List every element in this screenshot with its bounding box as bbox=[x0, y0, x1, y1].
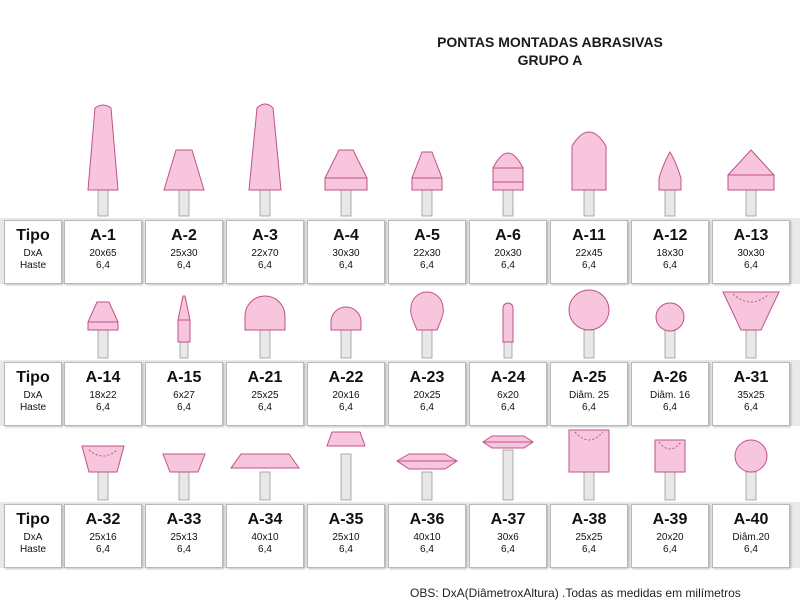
tool-a-33-icon bbox=[163, 454, 205, 500]
product-code: A-1 bbox=[90, 227, 116, 244]
product-cell bbox=[631, 504, 709, 568]
product-dimension: 30x6 bbox=[497, 532, 519, 543]
product-shank: 6,4 bbox=[177, 544, 191, 555]
product-dimension: 25x25 bbox=[575, 532, 603, 543]
haste-label: Haste bbox=[19, 402, 47, 413]
product-cell bbox=[550, 504, 628, 568]
product-shank: 6,4 bbox=[339, 544, 353, 555]
product-code: A-26 bbox=[652, 369, 688, 386]
product-shank: 6,4 bbox=[582, 260, 596, 271]
product-shank: 6,4 bbox=[420, 544, 434, 555]
product-code: A-4 bbox=[333, 227, 359, 244]
product-shank: 6,4 bbox=[258, 544, 272, 555]
product-code: A-13 bbox=[733, 227, 769, 244]
product-shank: 6,4 bbox=[663, 402, 677, 413]
product-code: A-38 bbox=[571, 511, 607, 528]
product-code: A-40 bbox=[733, 511, 769, 528]
product-shank: 6,4 bbox=[582, 402, 596, 413]
product-code: A-23 bbox=[409, 369, 445, 386]
page-title: PONTAS MONTADAS ABRASIVAS bbox=[437, 34, 663, 50]
product-shank: 6,4 bbox=[420, 260, 434, 271]
product-dimension: 22x45 bbox=[575, 248, 603, 259]
product-code: A-22 bbox=[328, 369, 364, 386]
product-dimension: 20x30 bbox=[494, 248, 522, 259]
product-dimension: 30x30 bbox=[737, 248, 765, 259]
product-code: A-34 bbox=[247, 511, 283, 528]
product-dimension: 25x25 bbox=[251, 390, 279, 401]
product-code: A-35 bbox=[328, 511, 364, 528]
product-shank: 6,4 bbox=[501, 260, 515, 271]
product-dimension: 35x25 bbox=[737, 390, 765, 401]
page-subtitle: GRUPO A bbox=[517, 52, 583, 68]
product-dimension: 22x70 bbox=[251, 248, 279, 259]
product-dimension: 40x10 bbox=[251, 532, 279, 543]
tool-a-39-icon bbox=[655, 440, 685, 500]
product-code: A-2 bbox=[171, 227, 197, 244]
product-dimension: 22x30 bbox=[413, 248, 441, 259]
tool-a-36-icon bbox=[397, 454, 457, 500]
dxa-label: DxA bbox=[23, 390, 43, 401]
product-shank: 6,4 bbox=[744, 544, 758, 555]
product-dimension: Diâm. 16 bbox=[649, 390, 690, 401]
tool-a-40-icon bbox=[735, 440, 767, 500]
haste-label: Haste bbox=[19, 260, 47, 271]
product-dimension: 20x65 bbox=[89, 248, 117, 259]
product-dimension: 20x20 bbox=[656, 532, 684, 543]
tipo-label: Tipo bbox=[16, 369, 50, 386]
product-code: A-36 bbox=[409, 511, 445, 528]
product-code: A-37 bbox=[490, 511, 526, 528]
product-cell bbox=[226, 504, 304, 568]
product-shank: 6,4 bbox=[339, 260, 353, 271]
product-shank: 6,4 bbox=[258, 402, 272, 413]
product-code: A-5 bbox=[414, 227, 440, 244]
tool-a-34-icon bbox=[231, 454, 299, 500]
product-shank: 6,4 bbox=[339, 402, 353, 413]
tool-a-37-icon bbox=[483, 436, 533, 500]
product-dimension: 30x30 bbox=[332, 248, 360, 259]
product-dimension: Diâm.20 bbox=[732, 532, 770, 543]
product-dimension: 6x20 bbox=[497, 390, 519, 401]
product-code: A-6 bbox=[495, 227, 521, 244]
product-dimension: 25x16 bbox=[89, 532, 117, 543]
product-cell bbox=[712, 504, 790, 568]
product-code: A-24 bbox=[490, 369, 526, 386]
product-cell bbox=[388, 504, 466, 568]
product-code: A-11 bbox=[572, 227, 606, 244]
product-cell bbox=[145, 504, 223, 568]
product-code: A-14 bbox=[85, 369, 121, 386]
product-dimension: 25x30 bbox=[170, 248, 198, 259]
product-dimension: 40x10 bbox=[413, 532, 441, 543]
haste-label: Haste bbox=[19, 544, 47, 555]
product-cell bbox=[469, 504, 547, 568]
product-shank: 6,4 bbox=[177, 402, 191, 413]
product-shank: 6,4 bbox=[96, 260, 110, 271]
product-code: A-39 bbox=[652, 511, 688, 528]
product-shank: 6,4 bbox=[420, 402, 434, 413]
product-dimension: Diâm. 25 bbox=[568, 390, 609, 401]
product-code: A-25 bbox=[571, 369, 607, 386]
product-code: A-21 bbox=[247, 369, 283, 386]
product-code: A-3 bbox=[252, 227, 278, 244]
tool-a-35-icon bbox=[327, 432, 365, 500]
product-dimension: 18x30 bbox=[656, 248, 684, 259]
product-shank: 6,4 bbox=[177, 260, 191, 271]
tool-a-38-icon bbox=[569, 430, 609, 500]
product-code: A-33 bbox=[166, 511, 202, 528]
product-code: A-32 bbox=[85, 511, 121, 528]
product-dimension: 20x25 bbox=[413, 390, 441, 401]
product-shank: 6,4 bbox=[258, 260, 272, 271]
product-dimension: 25x10 bbox=[332, 532, 360, 543]
measurement-note: OBS: DxA(DiâmetroxAltura) .Todas as medidas em milímetros bbox=[410, 586, 741, 600]
product-code: A-31 bbox=[733, 369, 769, 386]
product-shank: 6,4 bbox=[663, 544, 677, 555]
product-shank: 6,4 bbox=[744, 260, 758, 271]
product-shank: 6,4 bbox=[96, 402, 110, 413]
product-code: A-15 bbox=[166, 369, 202, 386]
product-dimension: 25x13 bbox=[170, 532, 198, 543]
product-dimension: 20x16 bbox=[332, 390, 360, 401]
product-shank: 6,4 bbox=[501, 544, 515, 555]
product-shank: 6,4 bbox=[663, 260, 677, 271]
product-cell bbox=[64, 504, 142, 568]
product-cell bbox=[307, 504, 385, 568]
product-shank: 6,4 bbox=[582, 544, 596, 555]
product-dimension: 18x22 bbox=[89, 390, 117, 401]
dxa-label: DxA bbox=[23, 532, 43, 543]
product-code: A-12 bbox=[652, 227, 688, 244]
product-dimension: 6x27 bbox=[173, 390, 195, 401]
dxa-label: DxA bbox=[23, 248, 43, 259]
product-shank: 6,4 bbox=[96, 544, 110, 555]
tipo-label: Tipo bbox=[16, 227, 50, 244]
tool-a-32-icon bbox=[82, 446, 124, 500]
tipo-label: Tipo bbox=[16, 511, 50, 528]
product-shank: 6,4 bbox=[744, 402, 758, 413]
product-shank: 6,4 bbox=[501, 402, 515, 413]
